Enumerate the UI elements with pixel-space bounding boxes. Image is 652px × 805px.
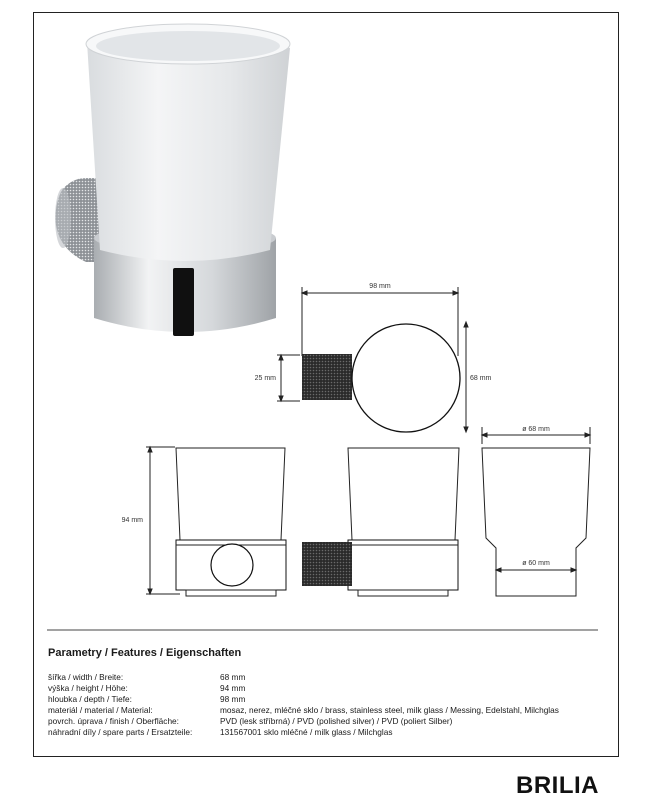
front-view-drawing (146, 447, 286, 596)
spec-value: PVD (lesk stříbrná) / PVD (polished silver) / PVD (poliert Silber) (220, 716, 453, 726)
brand-name: BRILIA (516, 772, 599, 799)
spec-value: 131567001 sklo mléčné / milk glass / Milchglas (220, 727, 393, 737)
spec-value: 98 mm (220, 694, 246, 704)
dim-knob-label: 25 mm (254, 375, 276, 382)
spec-table (48, 672, 559, 738)
glass-tumbler (86, 24, 290, 261)
spec-value: mosaz, nerez, mléčné sklo / brass, stainless steel, milk glass / Messing, Edelstahl, Milchglas (220, 705, 559, 715)
side-view-drawing (302, 448, 459, 596)
spec-label: šířka / width / Breite: (48, 672, 124, 682)
product-photo (55, 24, 290, 336)
spec-row (48, 716, 559, 727)
spec-row (48, 727, 559, 738)
wall-knob (55, 178, 100, 262)
dim-height-label: 68 mm (470, 375, 492, 382)
profile-view-drawing (482, 427, 590, 596)
spec-label: povrch. úprava / finish / Oberfläche: (48, 716, 179, 726)
features-title: Parametry / Features / Eigenschaften (48, 647, 242, 659)
spec-value: 94 mm (220, 683, 246, 693)
spec-label: náhradní díly / spare parts / Ersatzteile: (48, 727, 193, 737)
dim-diameter-bottom-label: ø 60 mm (522, 560, 550, 567)
spec-row (48, 683, 559, 694)
spec-row (48, 672, 559, 683)
dim-width-label: 98 mm (369, 283, 391, 290)
spec-row (48, 705, 559, 716)
spec-label: hloubka / depth / Tiefe: (48, 694, 132, 704)
spec-label: materiál / material / Material: (48, 705, 153, 715)
dim-diameter-top-label: ø 68 mm (522, 426, 550, 433)
spec-row (48, 694, 559, 705)
spec-label: výška / height / Höhe: (48, 683, 128, 693)
spec-value: 68 mm (220, 672, 246, 682)
top-view-drawing (277, 287, 468, 432)
dim-total-height-label: 94 mm (121, 517, 143, 524)
